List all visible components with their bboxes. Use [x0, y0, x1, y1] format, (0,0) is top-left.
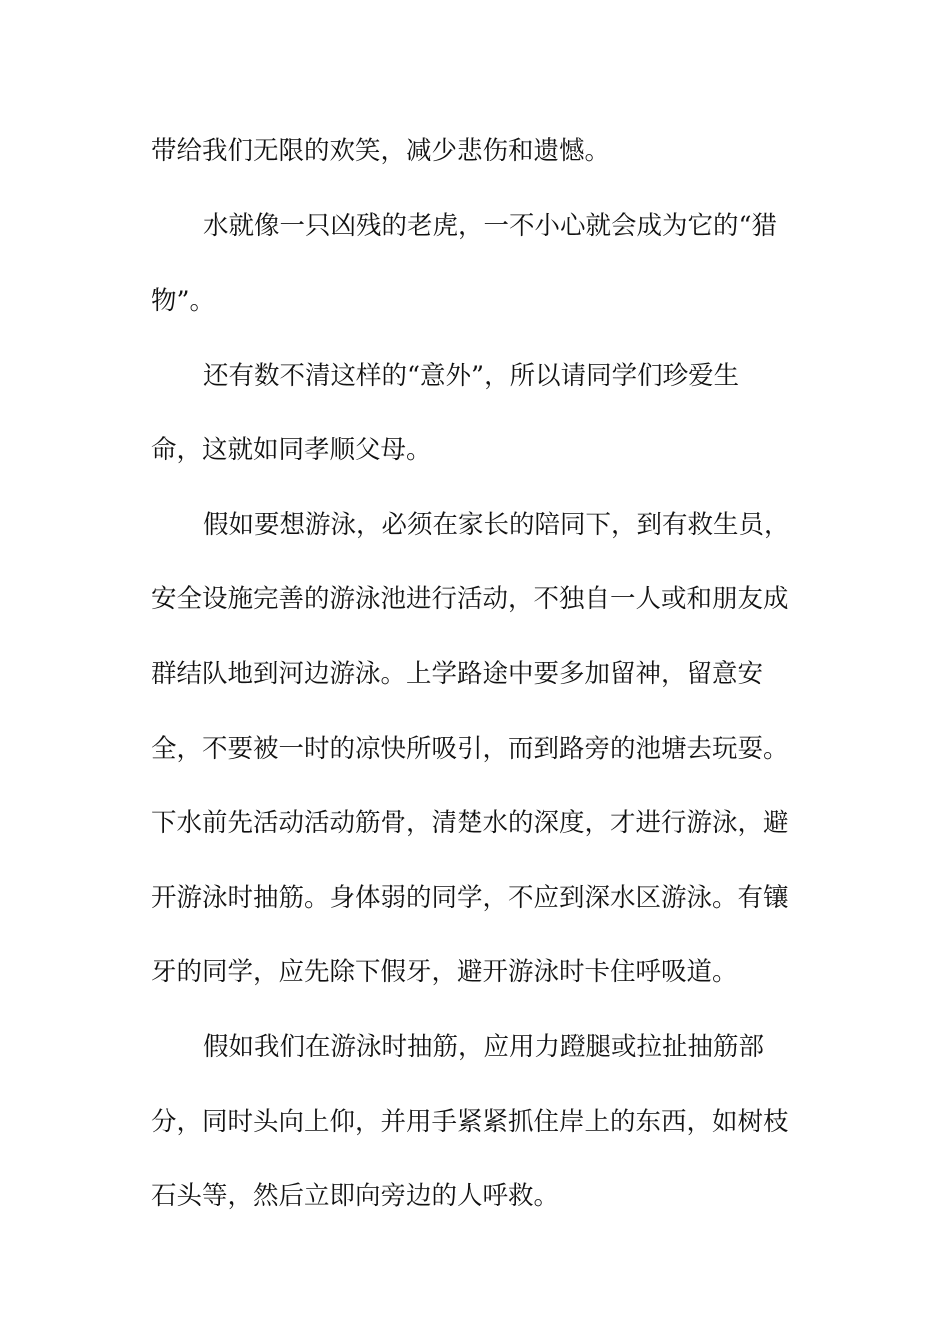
- text-line-11: 开游泳时抽筋。身体弱的同学，不应到深水区游泳。有镶: [151, 883, 789, 913]
- text-line-1: 带给我们无限的欢笑，减少悲伤和遗憾。: [151, 136, 611, 166]
- text-line-13: 假如我们在游泳时抽筋，应用力蹬腿或拉扯抽筋部: [203, 1032, 765, 1062]
- text-line-14: 分，同时头向上仰，并用手紧紧抓住岸上的东西，如树枝: [151, 1107, 789, 1137]
- text-line-9: 全，不要被一时的凉快所吸引，而到路旁的池塘去玩耍。: [151, 734, 789, 764]
- text-line-10: 下水前先活动活动筋骨，清楚水的深度，才进行游泳，避: [151, 808, 789, 838]
- text-line-6: 假如要想游泳，必须在家长的陪同下，到有救生员，: [203, 510, 790, 540]
- text-line-5: 命，这就如同孝顺父母。: [151, 435, 432, 465]
- text-line-15: 石头等，然后立即向旁边的人呼救。: [151, 1181, 560, 1211]
- text-line-4: 还有数不清这样的“意外”，所以请同学们珍爱生: [203, 361, 740, 391]
- text-line-3: 物”。: [151, 286, 216, 316]
- text-line-7: 安全设施完善的游泳池进行活动，不独自一人或和朋友成: [151, 584, 789, 614]
- text-line-2: 水就像一只凶残的老虎，一不小心就会成为它的“猎: [203, 211, 778, 241]
- text-line-8: 群结队地到河边游泳。上学路途中要多加留神，留意安: [151, 659, 764, 689]
- text-line-12: 牙的同学，应先除下假牙，避开游泳时卡住呼吸道。: [151, 957, 738, 987]
